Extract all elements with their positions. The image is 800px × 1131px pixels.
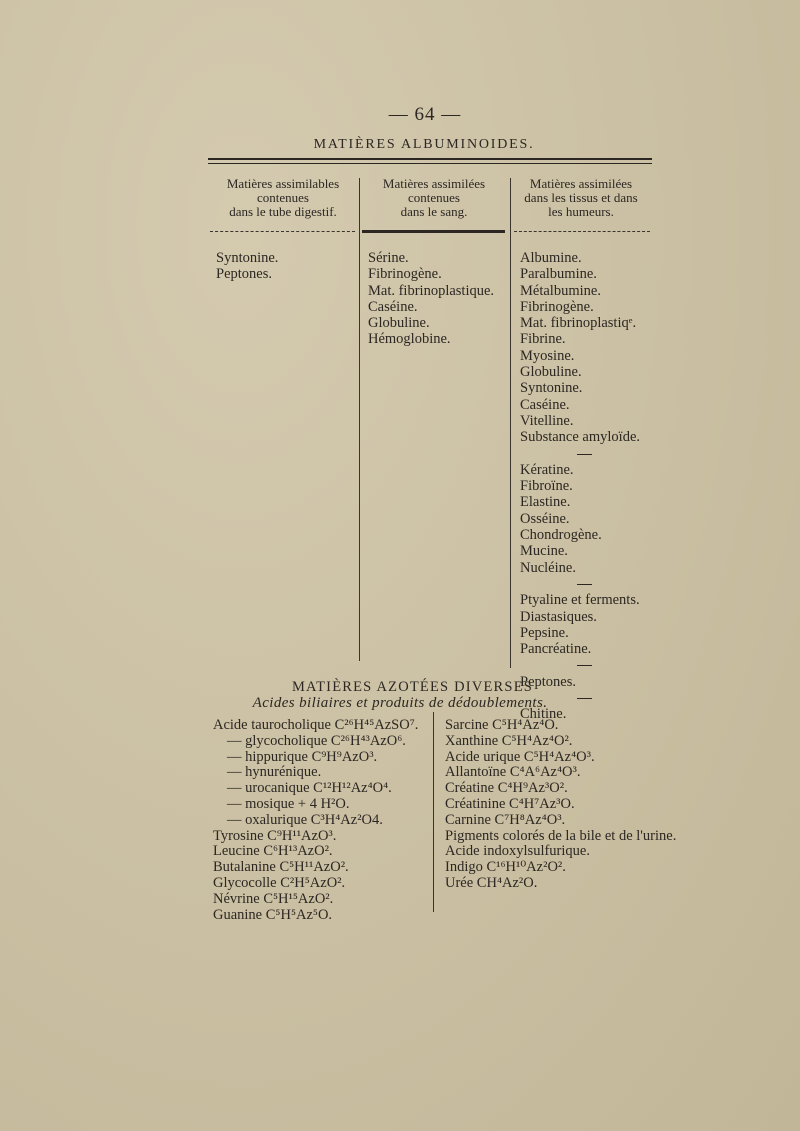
list-item: Hémoglobine. bbox=[368, 331, 451, 348]
list-item: Acide indoxylsulfurique. bbox=[445, 843, 590, 860]
list-item: Glycocolle C²H⁵AzO². bbox=[213, 874, 346, 891]
list-item: Fibroïne. bbox=[520, 478, 573, 495]
page-number: — 64 — bbox=[388, 104, 462, 125]
list-item: Mucine. bbox=[520, 543, 568, 560]
list-item: Caséine. bbox=[520, 396, 570, 413]
list-item: Sarcine C⁵H⁴Az⁴O. bbox=[445, 717, 559, 733]
column-divider bbox=[510, 178, 511, 668]
list-item: Diastasiques. bbox=[520, 608, 597, 625]
list-item: Urée CH⁴Az²O. bbox=[445, 874, 538, 891]
header-underline bbox=[514, 231, 650, 232]
list-item: Butalanine C⁵H¹¹AzO². bbox=[213, 859, 349, 876]
list-item: Albumine. bbox=[520, 250, 582, 266]
list-item: Chitine. bbox=[520, 706, 567, 723]
page-title: MATIÈRES ALBUMINOIDES. bbox=[313, 137, 535, 152]
list-item: Vitelline. bbox=[520, 412, 574, 429]
list-item: Mat. fibrinoplastiqᵉ. bbox=[520, 315, 637, 332]
list-item: Osséine. bbox=[520, 510, 570, 527]
list-item: Acide taurocholique C²⁶H⁴⁵AzSO⁷. bbox=[213, 717, 419, 733]
list-item: Pancréatine. bbox=[520, 641, 592, 658]
group-separator bbox=[520, 446, 640, 462]
digestive-list bbox=[216, 250, 278, 283]
double-rule-bottom bbox=[208, 163, 652, 164]
list-item: Elastine. bbox=[520, 494, 571, 511]
list-item: Pigments colorés de la bile et de l'urine. bbox=[445, 827, 677, 844]
list-item: Indigo C¹⁶H¹⁰Az²O². bbox=[445, 859, 566, 876]
list-item: Chondrogène. bbox=[520, 527, 602, 544]
list-item: Métalbumine. bbox=[520, 282, 601, 299]
list-item: Tyrosine C⁹H¹¹AzO³. bbox=[213, 827, 337, 844]
column-divider bbox=[433, 712, 434, 912]
list-item: Leucine C⁶H¹³AzO². bbox=[213, 843, 333, 860]
list-item: Mat. fibrinoplastique. bbox=[368, 282, 495, 299]
list-item: Fibrine. bbox=[520, 331, 566, 348]
list-item: Peptones. bbox=[520, 673, 576, 690]
list-item: Nucléine. bbox=[520, 559, 576, 576]
column-header-tissues: Matières assimilées dans les tissus et dans les humeurs. bbox=[524, 176, 638, 219]
list-item: Carnine C⁷H⁸Az⁴O³. bbox=[445, 811, 566, 828]
list-item: Créatinine C⁴H⁷Az³O. bbox=[445, 795, 575, 812]
list-item: — hippurique C⁹H⁹AzO³. bbox=[227, 748, 378, 765]
list-item: Globuline. bbox=[520, 364, 582, 381]
section-title: MATIÈRES AZOTÉES DIVERSES bbox=[291, 679, 534, 695]
list-item: Fibrinogène. bbox=[368, 266, 442, 283]
column-divider bbox=[359, 178, 360, 661]
list-item: Peptones. bbox=[216, 266, 272, 283]
list-item: Névrine C⁵H¹⁵AzO². bbox=[213, 890, 334, 907]
list-item: Paralbumine. bbox=[520, 266, 597, 283]
list-item: Guanine C⁵H⁵Az⁵O. bbox=[213, 906, 333, 923]
list-item: Syntonine. bbox=[216, 250, 279, 266]
header-underline bbox=[362, 230, 505, 233]
list-item: — glycocholique C²⁶H⁴³AzO⁶. bbox=[227, 732, 406, 749]
list-item: Caséine. bbox=[368, 298, 418, 315]
group-separator bbox=[520, 657, 640, 673]
list-item: Sérine. bbox=[368, 250, 409, 266]
header-underline bbox=[210, 231, 355, 232]
list-item: — urocanique C¹²H¹²Az⁴O⁴. bbox=[227, 780, 392, 797]
double-rule-top bbox=[208, 158, 652, 160]
list-item: Myosine. bbox=[520, 347, 575, 364]
list-item: Substance amyloïde. bbox=[520, 429, 641, 446]
nitrogenous-list-right bbox=[445, 718, 690, 892]
list-item: Xanthine C⁵H⁴Az⁴O². bbox=[445, 732, 573, 749]
section-subtitle: Acides biliaires et produits de dédoublements. bbox=[252, 695, 548, 711]
list-item: Créatine C⁴H⁹Az³O². bbox=[445, 780, 568, 797]
blood-list bbox=[368, 250, 494, 348]
list-item: Syntonine. bbox=[520, 380, 583, 397]
list-item: Kératine. bbox=[520, 461, 574, 478]
list-item: Fibrinogène. bbox=[520, 298, 594, 315]
list-item: — oxalurique C³H⁴Az²O4. bbox=[227, 811, 383, 828]
column-header-blood: Matières assimilées contenues dans le sang. bbox=[382, 176, 486, 219]
nitrogenous-list-left bbox=[213, 718, 418, 923]
list-item: Allantoïne C⁴A⁶Az⁴O³. bbox=[445, 764, 581, 781]
list-item: — hynurénique. bbox=[227, 764, 322, 781]
tissues-list bbox=[520, 250, 640, 723]
list-item: Globuline. bbox=[368, 315, 430, 332]
list-item: Pepsine. bbox=[520, 624, 569, 641]
list-item: Acide urique C⁵H⁴Az⁴O³. bbox=[445, 748, 595, 765]
list-item: — mosique + 4 H²O. bbox=[227, 795, 350, 812]
column-header-digestive: Matières assimilables contenues dans le tube digestif. bbox=[226, 176, 340, 219]
group-separator bbox=[520, 576, 640, 592]
list-item: Ptyaline et ferments. bbox=[520, 592, 640, 609]
